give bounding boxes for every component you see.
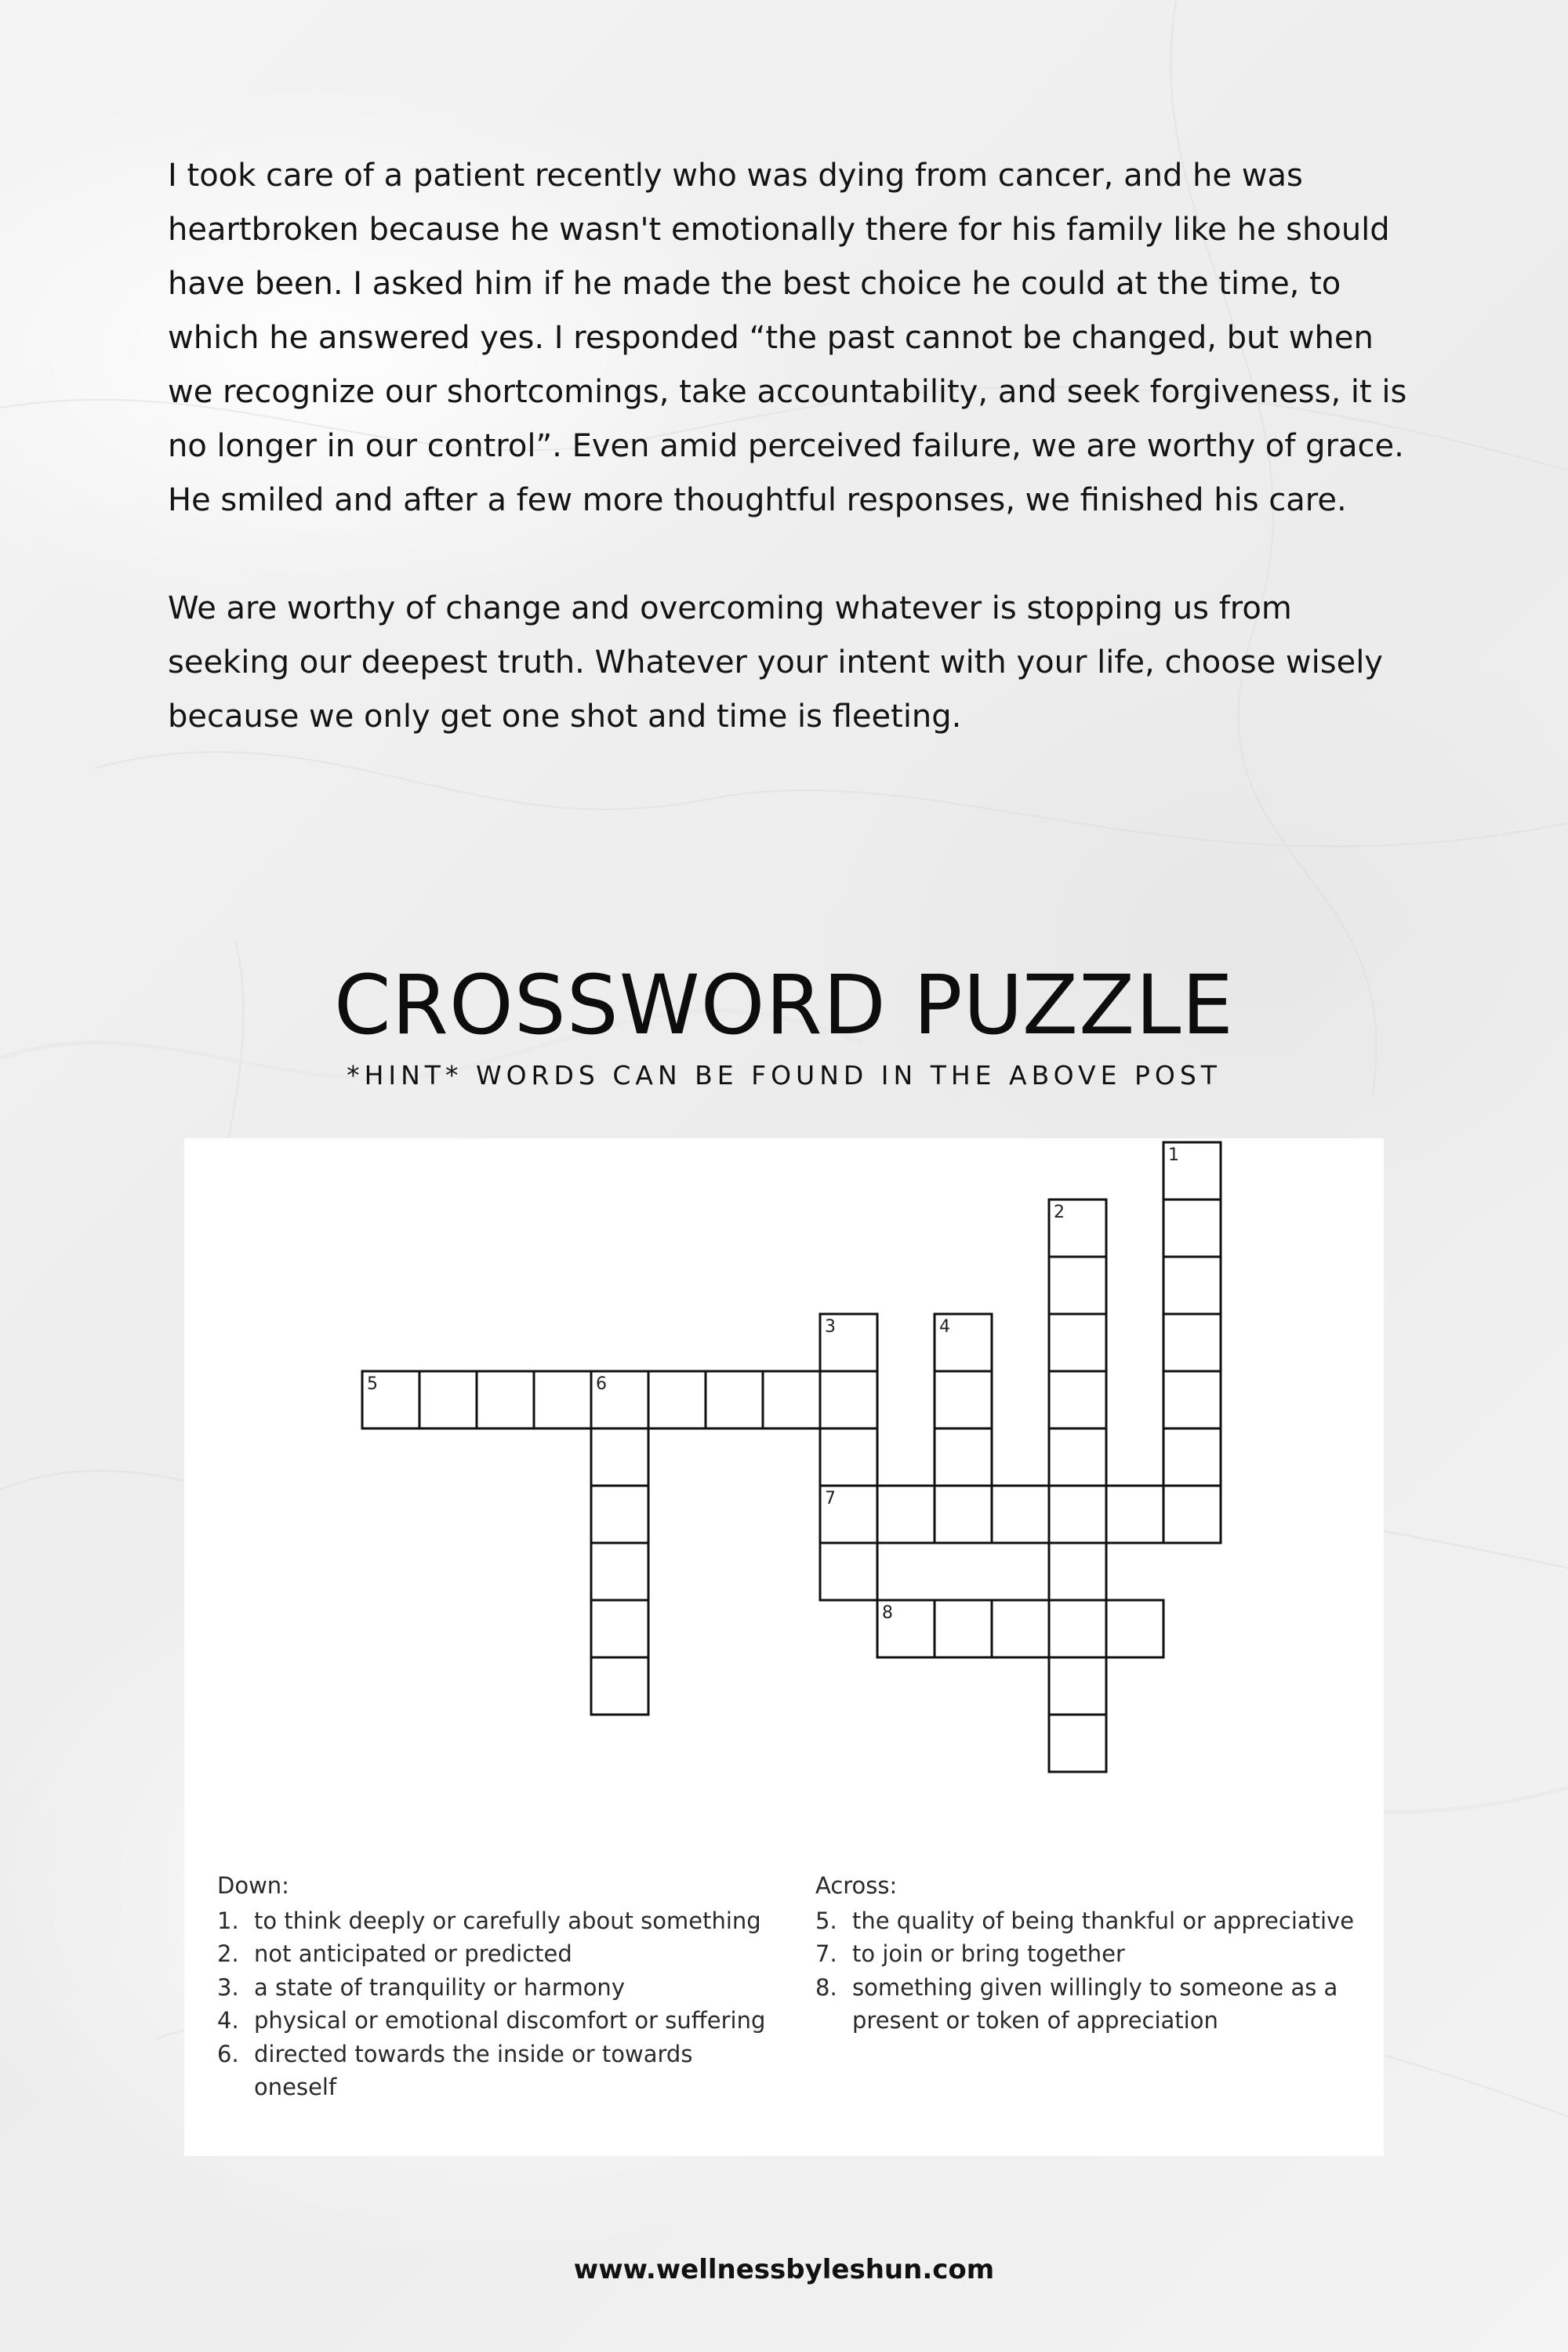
- down-heading: Down:: [217, 1872, 289, 1899]
- puzzle-hint: *HINT* WORDS CAN BE FOUND IN THE ABOVE POST: [347, 1060, 1221, 1091]
- clue-text: a state of tranquility or harmony: [254, 1973, 625, 2001]
- clue-item: [217, 1937, 782, 1971]
- grid-cell[interactable]: [591, 1543, 648, 1600]
- grid-cell[interactable]: [1049, 1657, 1106, 1715]
- clue-item: [217, 1971, 782, 2005]
- clue-item: [815, 1904, 1364, 1938]
- puzzle-title: CROSSWORD PUZZLE: [333, 957, 1234, 1053]
- clue-number: 5.: [815, 1907, 837, 1934]
- grid-cell[interactable]: [534, 1371, 591, 1428]
- grid-cell[interactable]: [1106, 1600, 1163, 1657]
- clue-text: physical or emotional discomfort or suffering: [254, 2007, 766, 2034]
- post-paragraph-2: We are worthy of change and overcoming whatever is stopping us from seeking our deepest truth. Whatever your intent with your life, choose wisely because we only get one shot and time is fleeting.: [168, 590, 1383, 735]
- grid-cell[interactable]: [591, 1657, 648, 1715]
- grid-cell[interactable]: [1163, 1428, 1221, 1486]
- grid-number-2: 2: [1054, 1203, 1065, 1222]
- grid-cell[interactable]: [1049, 1428, 1106, 1486]
- grid-number-4: 4: [939, 1317, 950, 1337]
- clue-text: not anticipated or predicted: [254, 1940, 572, 1967]
- clue-item: [815, 1937, 1364, 1971]
- grid-cell[interactable]: [992, 1486, 1049, 1543]
- grid-number-1: 1: [1168, 1145, 1179, 1165]
- grid-cell[interactable]: [1049, 1371, 1106, 1428]
- grid-cell[interactable]: [992, 1600, 1049, 1657]
- across-heading: Across:: [815, 1872, 898, 1899]
- grid-cell[interactable]: [820, 1371, 877, 1428]
- grid-cell[interactable]: [1163, 1314, 1221, 1371]
- grid-cell[interactable]: [1163, 1200, 1221, 1257]
- clue-text: the quality of being thankful or appreciative: [852, 1907, 1355, 1934]
- clue-text: directed towards the inside or towards oneself: [254, 2040, 693, 2100]
- grid-cell[interactable]: [1049, 1486, 1106, 1543]
- grid-cell[interactable]: [935, 1600, 992, 1657]
- grid-number-6: 6: [596, 1374, 607, 1394]
- grid-cell[interactable]: [419, 1371, 477, 1428]
- grid-cell[interactable]: [477, 1371, 534, 1428]
- clue-number: 8.: [815, 1973, 837, 2001]
- grid-cell[interactable]: [935, 1428, 992, 1486]
- clue-item: [815, 1971, 1364, 2038]
- grid-cell[interactable]: [877, 1486, 935, 1543]
- clue-item: [217, 2004, 782, 2038]
- grid-cell[interactable]: [1163, 1371, 1221, 1428]
- website-url[interactable]: www.wellnessbyleshun.com: [573, 2254, 995, 2285]
- grid-cell[interactable]: [935, 1371, 992, 1428]
- grid-number-8: 8: [882, 1603, 893, 1623]
- down-clues: [217, 1869, 782, 2104]
- crossword-grid: [184, 1138, 1384, 1844]
- grid-cell[interactable]: [820, 1543, 877, 1600]
- grid-cell[interactable]: [1049, 1600, 1106, 1657]
- grid-number-7: 7: [825, 1489, 836, 1508]
- grid-cell[interactable]: [1106, 1486, 1163, 1543]
- post-paragraph-1: I took care of a patient recently who was dying from cancer, and he was heartbroken because he wasn't emotionally there for his family like he should have been. I asked him if he made the best choice he could at the time, to which he answered yes. I responded “the past cannot be changed, but when we recognize our shortcomings, take accountability, and seek forgiveness, it is no longer in our control”. Even amid perceived failure, we are worthy of grace. He smiled and after a few more thoughtful responses, we finished his care.: [168, 158, 1407, 518]
- grid-cell[interactable]: [591, 1486, 648, 1543]
- grid-cell[interactable]: [763, 1371, 820, 1428]
- post-text: [168, 149, 1422, 798]
- grid-cell[interactable]: [591, 1600, 648, 1657]
- clue-number: 4.: [217, 2007, 239, 2034]
- clue-number: 2.: [217, 1940, 239, 1967]
- clue-text: to join or bring together: [852, 1940, 1125, 1967]
- grid-cell[interactable]: [648, 1371, 706, 1428]
- clue-number: 6.: [217, 2040, 239, 2067]
- grid-cell[interactable]: [1049, 1257, 1106, 1314]
- grid-cell[interactable]: [706, 1371, 763, 1428]
- clue-item: [217, 2038, 782, 2104]
- clue-text: something given willingly to someone as a present or token of appreciation: [852, 1973, 1338, 2034]
- clue-number: 3.: [217, 1973, 239, 2001]
- crossword-panel: [184, 1138, 1384, 2156]
- clue-number: 1.: [217, 1907, 239, 1934]
- grid-cell[interactable]: [1163, 1486, 1221, 1543]
- grid-cell[interactable]: [935, 1486, 992, 1543]
- clue-number: 7.: [815, 1940, 837, 1967]
- clue-text: to think deeply or carefully about something: [254, 1907, 761, 1934]
- across-clues: [815, 1869, 1364, 2038]
- grid-cell[interactable]: [1049, 1543, 1106, 1600]
- clue-item: [217, 1904, 782, 1938]
- grid-cell[interactable]: [1049, 1314, 1106, 1371]
- grid-number-3: 3: [825, 1317, 836, 1337]
- grid-cell[interactable]: [820, 1428, 877, 1486]
- grid-cell[interactable]: [591, 1428, 648, 1486]
- grid-number-5: 5: [367, 1374, 378, 1394]
- grid-cell[interactable]: [1163, 1257, 1221, 1314]
- grid-cell[interactable]: [1049, 1715, 1106, 1772]
